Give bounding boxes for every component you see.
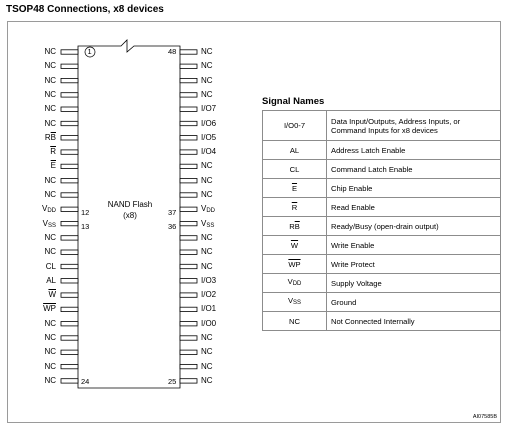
pin-tab-left (61, 64, 78, 68)
pin-tab-right (180, 64, 197, 68)
signal-row (263, 160, 501, 179)
pin-tab-right (180, 379, 197, 383)
pin-label-right: NC (201, 75, 213, 85)
pin-tab-right (180, 164, 197, 168)
signal-row (263, 179, 501, 198)
pin-tab-right (180, 293, 197, 297)
pin-label-left: NC (44, 190, 56, 199)
pin-tab-right (180, 264, 197, 268)
pin-tab-right (180, 279, 197, 283)
signal-description: Ready/Busy (open-drain output) (327, 217, 501, 236)
pin-label-left: NC (44, 104, 56, 114)
signal-name: I/O0-7 (263, 111, 327, 141)
signal-row (263, 293, 501, 312)
pin37-number: 37 (168, 208, 177, 217)
pin-tab-left (61, 293, 78, 297)
pin-label-right: I/O4 (201, 147, 217, 157)
pin-label-right: NC (201, 347, 213, 357)
pin-tab-left (61, 164, 78, 168)
signal-description: Address Latch Enable (327, 141, 501, 160)
chip-name (101, 199, 159, 221)
pin24-number: 24 (81, 377, 90, 386)
pin-tab-left (61, 207, 78, 211)
signal-names-title: Signal Names (262, 96, 325, 107)
pin-tab-left (61, 236, 78, 240)
pin-tab-left (61, 336, 78, 340)
pin-label-left: $\overline{W}$ (48, 290, 56, 300)
pin-label-right: NC (201, 47, 213, 56)
pin-label-left: NC (44, 89, 56, 99)
pin-tab-right (180, 179, 197, 183)
pin-label-right: NC (201, 190, 213, 199)
pin-tab-left (61, 264, 78, 268)
signal-name: NC (263, 312, 327, 331)
signal-name: $\overline{W}$ (263, 236, 327, 255)
signal-row (263, 198, 501, 217)
pin-label-right: I/O1 (201, 304, 217, 314)
pin-label-right: NC (201, 89, 213, 99)
pin-tab-right (180, 93, 197, 97)
signal-name: $\overline{R}$ (263, 198, 327, 217)
pin-label-left: NC (44, 175, 56, 185)
pin-tab-right (180, 250, 197, 254)
pin-tab-left (61, 193, 78, 197)
pin-label-left: CL (45, 261, 56, 271)
pin-label-right: $V_{DD}$ (201, 204, 216, 215)
signal-name: $\overline{E}$ (263, 179, 327, 198)
pin36-number: 36 (168, 222, 177, 231)
pin-label-left: $V_{DD}$ (41, 204, 56, 215)
pin-tab-left (61, 78, 78, 82)
signal-name: AL (263, 141, 327, 160)
signal-row (263, 274, 501, 293)
signal-name: $R\overline{B}$ (263, 217, 327, 236)
pin-tab-left (61, 379, 78, 383)
pin-tab-left (61, 322, 78, 326)
pin-tab-right (180, 364, 197, 368)
pin-tab-right (180, 207, 197, 211)
signal-name: $V_{SS}$ (263, 293, 327, 312)
pin-label-right: NC (201, 333, 213, 342)
pin-tab-right (180, 307, 197, 311)
pin-tab-right (180, 107, 197, 111)
pin-tab-left (61, 136, 78, 140)
pin-label-right: I/O2 (201, 290, 217, 300)
pin-label-left: NC (44, 318, 56, 328)
pin-tab-left (61, 150, 78, 154)
pin-label-left: NC (44, 47, 56, 56)
pin-tab-left (61, 179, 78, 183)
pin12-number: 12 (81, 208, 90, 217)
pin-label-left: $\overline{R}$ (50, 147, 56, 157)
pin-label-left: NC (44, 375, 56, 385)
pin-tab-right (180, 236, 197, 240)
signal-description: Ground (327, 293, 501, 312)
signal-description: Write Protect (327, 255, 501, 274)
pin-label-left: AL (46, 275, 56, 285)
pin-label-left: NC (44, 61, 56, 71)
signal-description: Write Enable (327, 236, 501, 255)
pin-tab-left (61, 364, 78, 368)
pin-label-right: NC (201, 61, 213, 71)
pin-label-right: I/O5 (201, 132, 217, 142)
pin-tab-left (61, 107, 78, 111)
pin-label-right: NC (201, 375, 213, 385)
pin-tab-left (61, 279, 78, 283)
pin-label-right: NC (201, 247, 213, 257)
pin-tab-right (180, 136, 197, 140)
pin-label-left: NC (44, 118, 56, 128)
signal-row (263, 255, 501, 274)
signal-description: Command Latch Enable (327, 160, 501, 179)
pin-tab-right (180, 221, 197, 225)
figure-title: TSOP48 Connections, x8 devices (6, 4, 164, 15)
signal-description: Data Input/Outputs, Address Inputs, or Command Inputs for x8 devices (327, 111, 501, 141)
pin48-number: 48 (168, 47, 177, 56)
chip-type: NAND Flash (107, 200, 153, 209)
pin-tab-left (61, 350, 78, 354)
pin-tab-right (180, 121, 197, 125)
pin13-number: 13 (81, 222, 90, 231)
signal-row (263, 236, 501, 255)
signal-row (263, 111, 501, 141)
pin-label-left: $\overline{E}$ (50, 161, 56, 171)
pin-label-left: NC (44, 75, 56, 85)
signal-description: Chip Enable (327, 179, 501, 198)
pin-tab-right (180, 150, 197, 154)
pin-tab-right (180, 322, 197, 326)
pin-tab-left (61, 250, 78, 254)
pin-label-left: $R\overline{B}$ (44, 132, 56, 142)
chip-organization: (x8) (123, 211, 137, 220)
signal-name: $V_{DD}$ (263, 274, 327, 293)
signal-row (263, 217, 501, 236)
pin-label-left: NC (44, 333, 56, 342)
pin-tab-right (180, 50, 197, 54)
pin-label-left: $\overline{WP}$ (43, 304, 56, 314)
pin-tab-right (180, 78, 197, 82)
pin-label-right: NC (201, 175, 213, 185)
pin-label-right: NC (201, 161, 213, 171)
pin-label-right: I/O3 (201, 275, 217, 285)
pin-label-right: I/O7 (201, 104, 217, 114)
pin-label-right: $V_{SS}$ (201, 218, 215, 229)
signal-row (263, 141, 501, 160)
pin-label-right: NC (201, 261, 213, 271)
pin-label-right: NC (201, 232, 213, 242)
signal-row (263, 312, 501, 331)
pin-label-left: $V_{SS}$ (42, 218, 56, 229)
signal-description: Read Enable (327, 198, 501, 217)
pin-tab-right (180, 336, 197, 340)
figure-reference: AI07585B (472, 414, 497, 420)
pin-tab-left (61, 93, 78, 97)
pin-tab-left (61, 307, 78, 311)
pin-tab-right (180, 350, 197, 354)
pin-tab-left (61, 121, 78, 125)
pin1-label: 1 (87, 47, 92, 56)
pin-tab-right (180, 193, 197, 197)
pin-label-left: NC (44, 247, 56, 257)
pin-label-left: NC (44, 361, 56, 371)
signal-description: Supply Voltage (327, 274, 501, 293)
signal-name: CL (263, 160, 327, 179)
pin-label-right: NC (201, 361, 213, 371)
pin-label-right: I/O6 (201, 118, 217, 128)
signal-description: Not Connected Internally (327, 312, 501, 331)
pin-tab-left (61, 221, 78, 225)
pin25-number: 25 (168, 377, 177, 386)
pin-tab-left (61, 50, 78, 54)
pin-label-right: I/O0 (201, 318, 217, 328)
pin-label-left: NC (44, 232, 56, 242)
pin-label-left: NC (44, 347, 56, 357)
signal-name: $\overline{WP}$ (263, 255, 327, 274)
signal-names-table (262, 110, 501, 331)
